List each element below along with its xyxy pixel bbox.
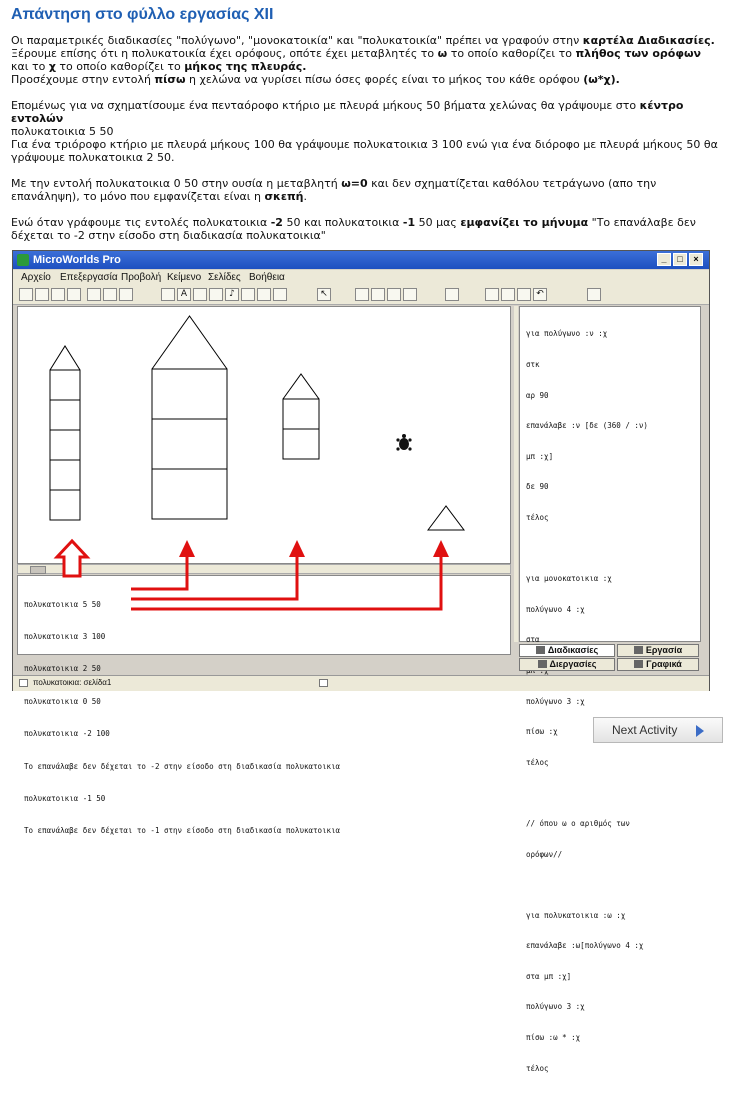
procedures-icon	[536, 646, 545, 654]
window-titlebar[interactable]	[13, 251, 709, 269]
tools-icon[interactable]	[517, 288, 531, 301]
command-line: πολυκατοικια -1 50	[24, 793, 106, 803]
procedure-line: πολύγωνο 4 :χ	[526, 604, 585, 614]
menu-edit[interactable]: Επεξεργασία	[60, 272, 118, 283]
graphics-icon	[634, 660, 643, 668]
procedure-line: πολύγωνο 3 :χ	[526, 1002, 585, 1012]
stop-icon[interactable]	[445, 288, 459, 301]
procedure-line: στκ	[526, 360, 540, 369]
print-icon[interactable]	[67, 288, 81, 301]
maximize-icon[interactable]: □	[673, 253, 687, 266]
menu-text[interactable]: Κείμενο	[167, 272, 202, 283]
horizontal-scrollbar[interactable]	[17, 564, 511, 574]
split-screen-icon[interactable]	[587, 288, 601, 301]
page-title: Απάντηση στο φύλλο εργασίας XII	[11, 6, 274, 23]
command-line: πολυκατοικια 3 100	[24, 631, 106, 641]
procedure-line: // όπου ω ο αριθμός των	[526, 818, 630, 828]
tab-graphics[interactable]: Γραφικά	[617, 658, 699, 671]
minimize-icon[interactable]: _	[657, 253, 671, 266]
open-icon[interactable]	[35, 288, 49, 301]
procedure-line: δε 90	[526, 482, 549, 492]
intro-line: Οι παραμετρικές διαδικασίες "πολύγωνο", "μονοκατοικία" και "πολυκατοικία" πρέπει να γραφούν στην καρτέλα Διαδικασίες.	[11, 34, 715, 47]
paste-icon[interactable]	[119, 288, 133, 301]
intro-line: Ενώ όταν γράφουμε τις εντολές πολυκατοικια -2 50 και πολυκατοικια -1 50 μας εμφανίζει το μήνυμα "Το επανάλαβε δεν δέχεται το -2 στην είσοδο στη διαδικασία πολυκατοικια"	[11, 216, 696, 242]
turtle-tool-icon[interactable]	[161, 288, 175, 301]
procedure-line: μπ :χ]	[526, 451, 554, 461]
procedure-line: πολύγωνο 3 :χ	[526, 696, 585, 706]
procedure-line: επανάλαβε :ω[πολύγωνο 4 :χ	[526, 941, 644, 951]
toolbar	[13, 286, 709, 305]
image-tool-icon[interactable]	[193, 288, 207, 301]
procedure-line: τέλος	[526, 1063, 549, 1073]
procedure-line: τέλος	[526, 512, 549, 522]
procedure-line: για πολυκατοικια :ω :χ	[526, 910, 626, 920]
close-icon[interactable]: ×	[689, 253, 703, 266]
play-arrow-icon	[696, 725, 704, 737]
procedure-line: πίσω :ω * :χ	[526, 1033, 581, 1043]
intro-line: πολυκατοικια 5 50	[11, 125, 114, 138]
next-activity-label: Next Activity	[612, 723, 678, 737]
project-icon	[634, 646, 643, 654]
menu-pages[interactable]: Σελίδες	[208, 272, 241, 283]
command-line: Το επανάλαβε δεν δέχεται το -1 στην είσοδο στη διαδικασία πολυκατοικια	[24, 826, 341, 836]
building-two-floors	[283, 374, 319, 459]
cut-icon[interactable]	[87, 288, 101, 301]
globe-icon[interactable]	[273, 288, 287, 301]
command-line: πολυκατοικια 0 50	[24, 696, 101, 706]
zoom-in-icon[interactable]	[387, 288, 401, 301]
status-text: πολυκατοικια: σελίδα1	[33, 678, 112, 687]
drawing-canvas[interactable]	[17, 306, 511, 564]
eye-icon[interactable]	[355, 288, 369, 301]
music-tool-icon[interactable]: ♪	[225, 288, 239, 301]
save-icon[interactable]	[51, 288, 65, 301]
intro-text	[11, 34, 723, 242]
procedure-line: για πολύγωνο :ν :χ	[526, 329, 608, 339]
intro-line: και το χ το οποίο καθορίζει το μήκος της πλευράς.	[11, 60, 307, 73]
tab-processes[interactable]: Διεργασίες	[519, 658, 615, 671]
building-three-floors	[152, 316, 227, 519]
command-line: Το επανάλαβε δεν δέχεται το -2 στην είσοδο στη διαδικασία πολυκατοικια	[24, 761, 341, 771]
menu-view[interactable]: Προβολή	[121, 272, 162, 283]
procedure-line: για μονοκατοικια :χ	[526, 574, 612, 584]
copy-icon[interactable]	[103, 288, 117, 301]
splitter[interactable]	[514, 306, 518, 642]
procedure-line: πίσω :χ	[526, 727, 558, 737]
page-icon	[19, 679, 28, 687]
status-bar	[13, 675, 709, 691]
button-tool-icon[interactable]	[209, 288, 223, 301]
intro-line: Προσέχουμε στην εντολή πίσω η χελώνα να γυρίσει πίσω όσες φορές είναι το μήκος του κάθε ορόφου (ω*χ).	[11, 73, 620, 86]
procedure-line: στα μπ :χ]	[526, 971, 572, 981]
intro-line: Με την εντολή πολυκατοικια 0 50 στην ουσία η μεταβλητή ω=0 και δεν σχηματίζεται καθόλου τετράγωνο (απο την επανάληψη), το μόνο που εμφανίζεται είναι η σκεπή.	[11, 177, 657, 203]
command-line: πολυκατοικια -2 100	[24, 729, 110, 739]
procedure-line: επανάλαβε :ν [δε (360 / :ν)	[526, 421, 648, 431]
menu-file[interactable]: Αρχείο	[21, 272, 51, 283]
procedure-line: τέλος	[526, 757, 549, 767]
camera-icon[interactable]	[257, 288, 271, 301]
processes-icon	[538, 660, 547, 668]
text-tool-icon[interactable]: A	[177, 288, 191, 301]
paint-icon[interactable]	[485, 288, 499, 301]
pointer-icon[interactable]: ↖	[317, 288, 331, 301]
window-title: MicroWorlds Pro	[33, 254, 121, 266]
intro-line: Ξέρουμε επίσης ότι η πολυκατοικία έχει ορόφους, οπότε έχει μεταβλητές το ω το οποίο καθορίζει το πλήθος των ορόφων	[11, 47, 701, 60]
menu-help[interactable]: Βοήθεια	[249, 272, 285, 283]
app-icon	[17, 254, 29, 266]
status-right-icon	[319, 679, 328, 687]
intro-line: Για ένα τριόροφο κτήριο με πλευρά μήκους 100 θα γράψουμε πολυκατοικια 3 100 ενώ για ένα διόροφο με πλευρά μήκους 50 θα γράψουμε πολυκατοικια 2 50.	[11, 138, 718, 164]
stamp-icon[interactable]	[371, 288, 385, 301]
zoom-out-icon[interactable]	[403, 288, 417, 301]
command-line: πολυκατοικια 5 50	[24, 599, 101, 609]
pane-tabs	[519, 644, 701, 672]
menu-bar	[13, 270, 709, 286]
turtle-icon[interactable]	[396, 434, 411, 451]
building-five-floors	[50, 346, 80, 520]
scrollbar-thumb[interactable]	[30, 566, 46, 574]
procedure-line	[526, 880, 700, 890]
intro-line: Επομένως για να σχηματίσουμε ένα πενταόροφο κτήριο με πλευρά μήκους 50 βήματα χελώνας θα γράψουμε στο κέντρο εντολών	[11, 99, 684, 125]
roof-only	[428, 506, 464, 530]
procedure-line: αρ 90	[526, 390, 549, 400]
procedure-line	[526, 544, 700, 554]
movie-tool-icon[interactable]	[241, 288, 255, 301]
shapes-icon[interactable]	[501, 288, 515, 301]
command-line: πολυκατοικια 2 50	[24, 664, 101, 674]
undo-icon[interactable]: ↶	[533, 288, 547, 301]
procedure-line: ορόφων//	[526, 849, 563, 859]
turtle-graphics	[18, 307, 510, 563]
new-icon[interactable]	[19, 288, 33, 301]
procedure-line: στα	[526, 635, 540, 645]
procedure-line	[526, 788, 700, 798]
next-activity-button[interactable]	[593, 717, 723, 743]
tab-procedures[interactable]: Διαδικασίες	[519, 644, 615, 657]
tab-project[interactable]: Εργασία	[617, 644, 699, 657]
